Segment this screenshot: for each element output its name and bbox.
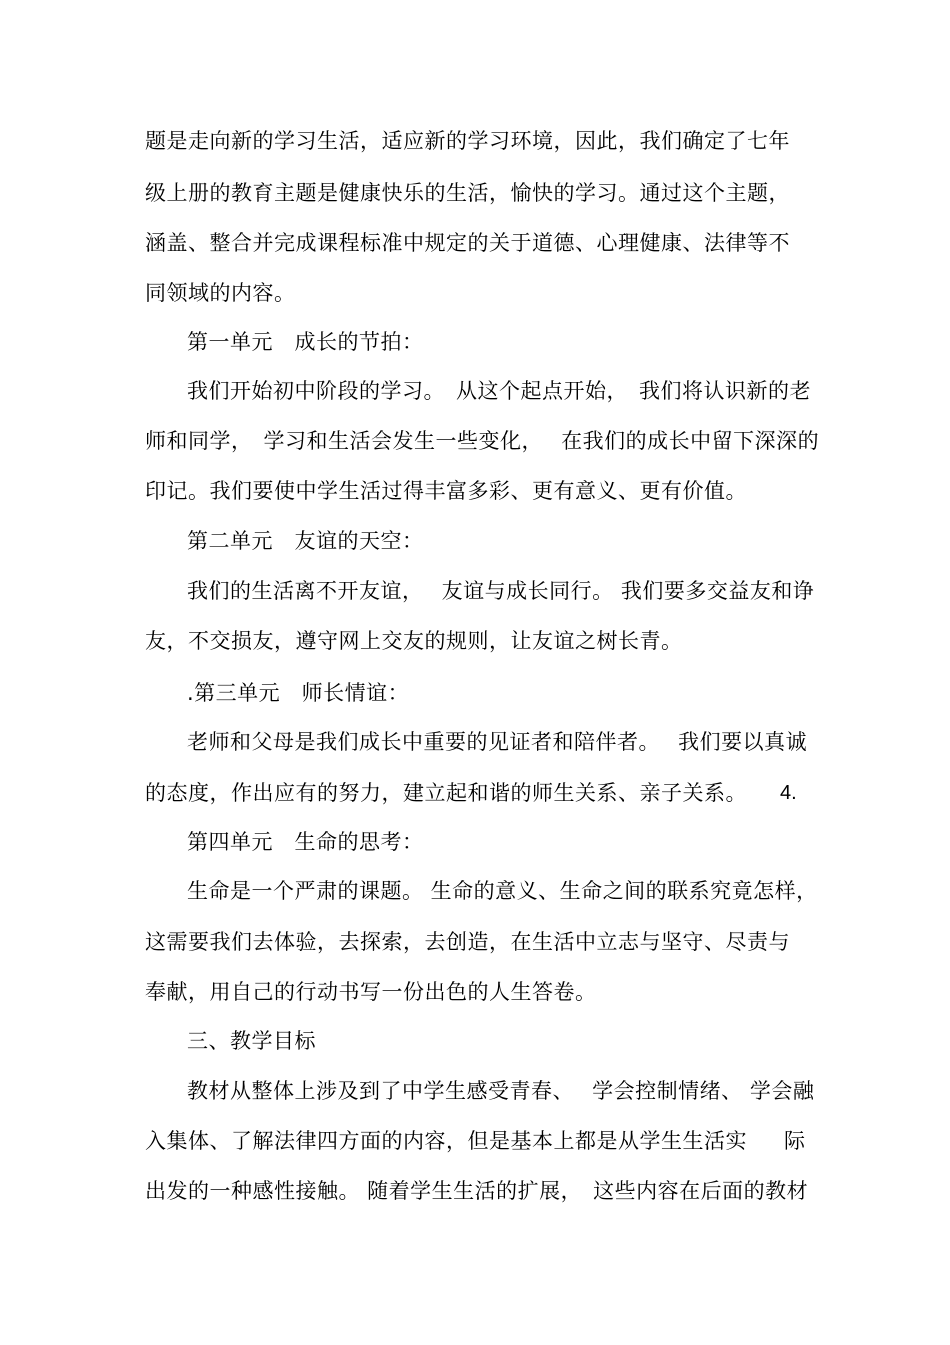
paragraph-line: 师和同学， 学习和生活会发生一些变化， 在我们的成长中留下深深的 — [145, 429, 820, 453]
paragraph-line: 我们开始初中阶段的学习。 从这个起点开始， 我们将认识新的老 — [187, 379, 811, 403]
section-heading-teaching-goals: 三、教学目标 — [187, 1029, 316, 1053]
section-heading-unit-3: .第三单元 师长情谊： — [187, 681, 410, 705]
list-number: 4. — [780, 782, 797, 804]
section-heading-unit-4: 第四单元 生命的思考： — [187, 830, 424, 854]
paragraph-line: 生命是一个严肃的课题。 生命的意义、生命之间的联系究竟怎样， — [187, 879, 818, 903]
paragraph-line: 奉献，用自己的行动书写一份出色的人生答卷。 — [145, 980, 597, 1004]
paragraph-line: 级上册的教育主题是健康快乐的生活，愉快的学习。通过这个主题， — [145, 181, 790, 205]
paragraph-line: 的态度，作出应有的努力，建立起和谐的师生关系、亲子关系。 — [145, 781, 747, 805]
paragraph-line: 我们的生活离不开友谊， 友谊与成长同行。 我们要多交益友和诤 — [187, 579, 815, 603]
paragraph-line: 这需要我们去体验，去探索，去创造，在生活中立志与坚守、尽责与 — [145, 930, 790, 954]
paragraph-line: 老师和父母是我们成长中重要的见证者和陪伴者。 我们要以真诚 — [187, 730, 808, 754]
paragraph-line: 题是走向新的学习生活，适应新的学习环境，因此，我们确定了七年 — [145, 129, 790, 153]
paragraph-line: 友，不交损友，遵守网上交友的规则，让友谊之树长青。 — [145, 629, 683, 653]
paragraph-line: 同领域的内容。 — [145, 281, 296, 305]
paragraph-line: 印记。我们要使中学生活过得丰富多彩、更有意义、更有价值。 — [145, 479, 747, 503]
paragraph-line: 入集体、了解法律四方面的内容，但是基本上都是从学生生活实 — [145, 1129, 747, 1153]
paragraph-fragment: 际 — [784, 1129, 805, 1153]
paragraph-line: 涵盖、整合并完成课程标准中规定的关于道德、心理健康、法律等不 — [145, 231, 790, 255]
section-heading-unit-2: 第二单元 友谊的天空： — [187, 529, 424, 553]
paragraph-line: 出发的一种感性接触。 随着学生生活的扩展， 这些内容在后面的教材 — [145, 1179, 809, 1203]
paragraph-line: 教材从整体上涉及到了中学生感受青春、 学会控制情绪、 学会融 — [187, 1079, 815, 1103]
section-heading-unit-1: 第一单元 成长的节拍： — [187, 330, 424, 354]
